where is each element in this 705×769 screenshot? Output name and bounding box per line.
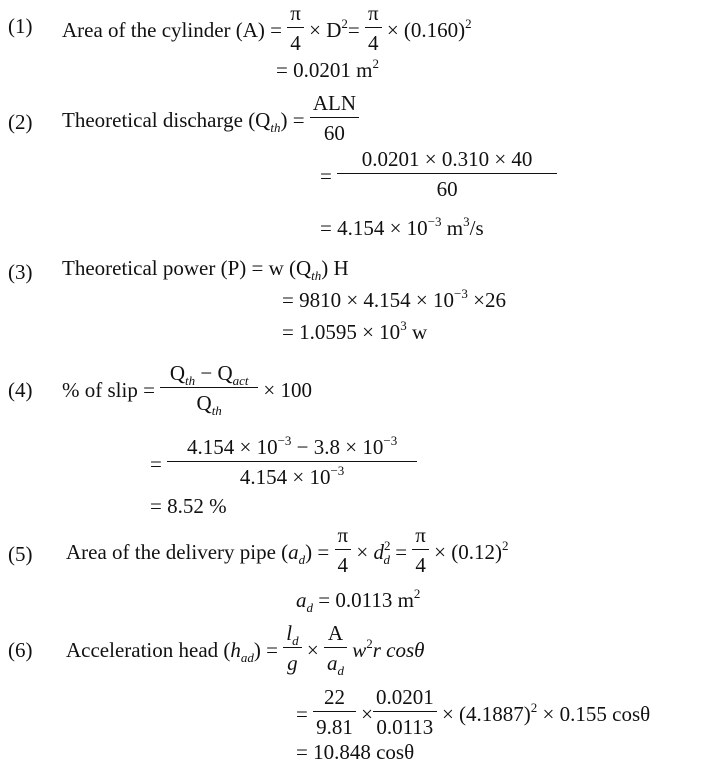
step-1-result: = 0.0201 $m^2$ [276, 56, 379, 82]
step-5-equation: Area of the delivery pipe $(a_d)$ = $\frac{\pi}{4}$ × $d^2_d$ = $\frac{\pi}{4}$ × $(0.12)^2$ [66, 523, 509, 578]
step-3-label: (3) [8, 260, 33, 284]
step-3-line-3: = $1.0595 \times 10^3$ w [282, 318, 428, 344]
step-3-equation: Theoretical power (P) = w $(Q_{th})$ H [62, 256, 349, 283]
step-2-equation: Theoretical discharge $(Q_{th})$ = $\frac{\text{ALN}}{60}$ [62, 96, 359, 148]
step-1-label: (1) [8, 14, 33, 38]
step-6-substitution: = $\frac{22}{9.81}$ × $\frac{0.0201}{0.0113}$ × $(4.1887)^2 \times 0.155$ cosθ [296, 685, 651, 740]
step-4-equation: % of slip = $\frac{Q_{th} - Q_{act}}{Q_{th}}$ × 100 [62, 361, 313, 419]
step-6-label: (6) [8, 638, 33, 662]
step-3-line-2: = $9810 \times 4.154 \times 10^{-3} \times 26$ [282, 286, 506, 312]
step-4-label: (4) [8, 378, 33, 402]
step-5-result: $a_d = 0.0113$ $m^2$ [296, 586, 421, 615]
step-6-equation: Acceleration head $(h_{ad})$ = $\frac{l_d}{g}$ × $\frac{A}{a_d}$ $w^2r$ cosθ [66, 621, 425, 679]
step-5-label: (5) [8, 542, 33, 566]
step-1-equation: Area of the cylinder (A) = $\frac{\pi}{4}$ × $D^2=$ $\frac{\pi}{4}$ × $(0.160)^2$ [62, 1, 472, 56]
step-6-result: = 10.848 cosθ [296, 740, 415, 764]
step-2-label: (2) [8, 110, 33, 134]
step-2-substitution: = $\frac{0.0201 \times 0.310 \times 40}{60}$ [320, 152, 557, 204]
step-4-result: = 8.52 % [150, 494, 227, 518]
step-4-substitution: = $\frac{4.154 \times 10^{-3} - 3.8 \times 10^{-3}}{4.154 \times 10^{-3}}$ [150, 440, 417, 492]
step-2-result: = $4.154 \times 10^{-3}$ $m^3/s$ [320, 214, 484, 240]
